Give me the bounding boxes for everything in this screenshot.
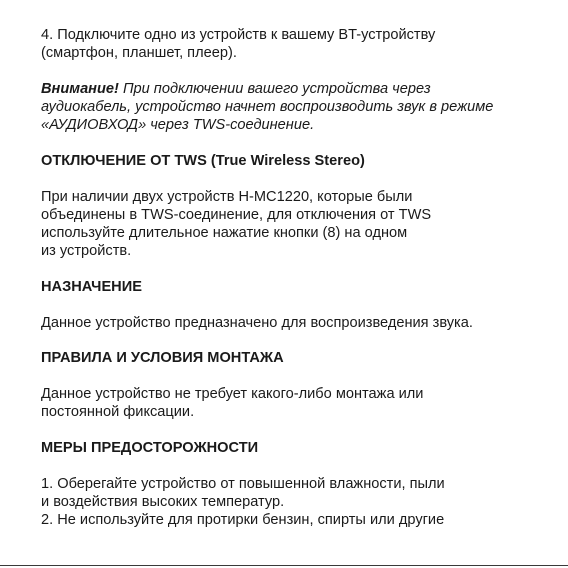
tws-disconnect-paragraph: При наличии двух устройств H-MC1220, которые были объединены в TWS-соединение, для отключения от TWS используйте длительное нажатие кнопки (8) на одном из устройств. (41, 189, 432, 259)
page-bottom-rule (0, 565, 568, 566)
step-4-paragraph: 4. Подключите одно из устройств к вашему BT-устройству (смартфон, планшет, плеер). (41, 27, 436, 61)
mounting-paragraph: Данное устройство не требует какого-либо монтажа или постоянной фиксации. (41, 386, 424, 420)
precautions-paragraph: 1. Оберегайте устройство от повышенной влажности, пыли и воздействия высоких температур. 2. Не используйте для протирки бензин, спирты или другие (41, 476, 445, 528)
attention-label: Внимание! (41, 81, 119, 97)
tws-disconnect-heading: ОТКЛЮЧЕНИЕ ОТ TWS (True Wireless Stereo) (41, 153, 365, 169)
purpose-paragraph: Данное устройство предназначено для воспроизведения звука. (41, 315, 473, 331)
precautions-heading: МЕРЫ ПРЕДОСТОРОЖНОСТИ (41, 440, 259, 456)
manual-page (41, 26, 561, 529)
attention-text: При подключении вашего устройства через аудиокабель, устройство начнет воспроизводить звук в режиме «АУДИОВХОД» через TWS-соединение. (41, 81, 494, 133)
attention-note (41, 80, 561, 134)
purpose-heading: НАЗНАЧЕНИЕ (41, 279, 142, 295)
mounting-heading: ПРАВИЛА И УСЛОВИЯ МОНТАЖА (41, 350, 284, 366)
